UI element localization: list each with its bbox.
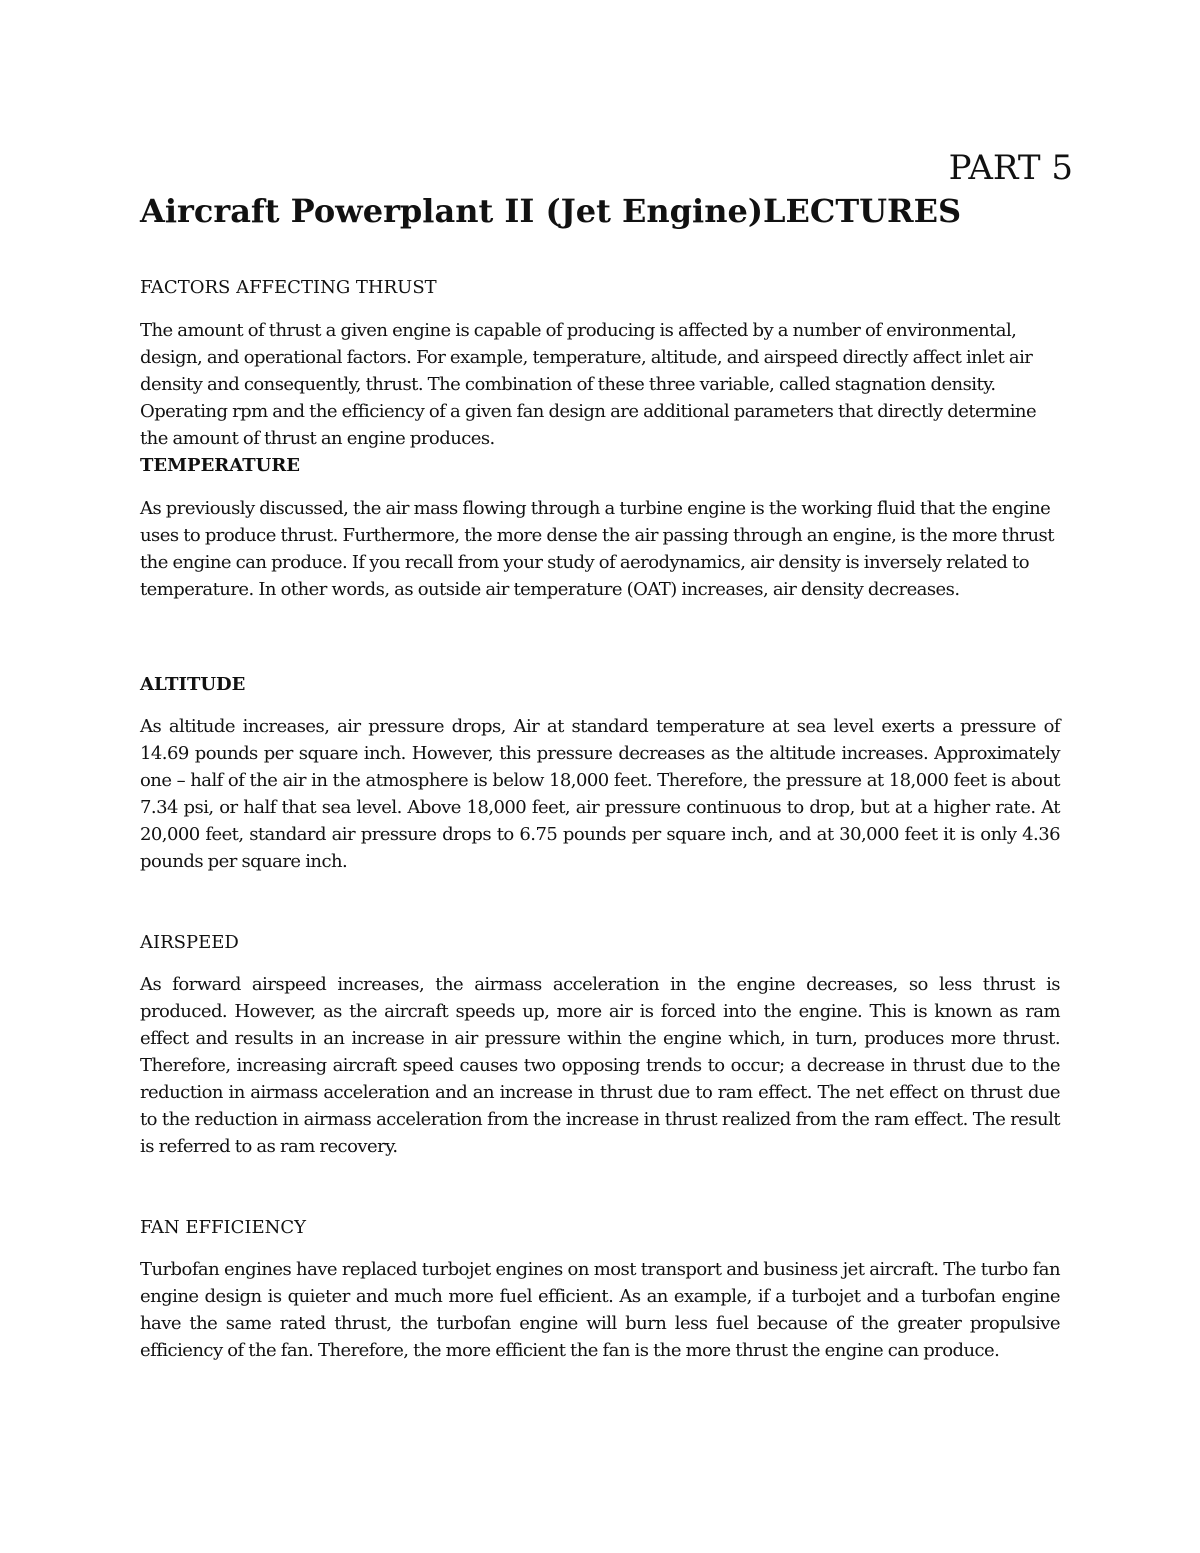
section-body-temperature: As previously discussed, the air mass flowing through a turbine engine is the working fluid that the engine uses to produce thrust. Furthermore, the more dense the air passing through an engine, is the more thrust the engine can produce. If you recall from your study of aerodynamics, air density is inversely related to temperature. In other words, as outside air temperature (OAT) increases, air density decreases. [140, 498, 1054, 600]
section-heading-airspeed: AIRSPEED [140, 932, 239, 953]
section-heading-factors: FACTORS AFFECTING THRUST [140, 277, 437, 298]
section-body-airspeed: As forward airspeed increases, the airmass acceleration in the engine decreases, so less thrust is produced. However, as the aircraft speeds up, more air is forced into the engine. This is known as ram effect and results in an increase in air pressure within the engine which, in turn, produces more thrust. Therefore, increasing aircraft speed causes two opposing trends to occur; a decrease in thrust due to the reduction in airmass acceleration and an increase in thrust due to ram effect. The net effect on thrust due to the reduction in airmass acceleration from the increase in thrust realized from the ram effect. The result is referred to as ram recovery. [140, 974, 1060, 1157]
part-label: PART 5 [948, 148, 1073, 188]
section-body-factors: The amount of thrust a given engine is capable of producing is affected by a number of environmental, design, and operational factors. For example, temperature, altitude, and airspeed directly affect inlet air density and consequently, thrust. The combination of these three variable, called stagnation density. Operating rpm and the efficiency of a given fan design are additional parameters that directly determine the amount of thrust an engine produces. [140, 320, 1037, 449]
document-title: Aircraft Powerplant II (Jet Engine)LECTURES [140, 192, 962, 230]
section-heading-fan-efficiency: FAN EFFICIENCY [140, 1217, 307, 1238]
section-heading-temperature: TEMPERATURE [140, 455, 301, 476]
section-body-fan-efficiency: Turbofan engines have replaced turbojet engines on most transport and business jet aircraft. The turbo fan engine design is quieter and much more fuel efficient. As an example, if a turbojet and a turbofan engine have the same rated thrust, the turbofan engine will burn less fuel because of the greater propulsive efficiency of the fan. Therefore, the more efficient the fan is the more thrust the engine can produce. [140, 1259, 1060, 1361]
section-heading-altitude: ALTITUDE [140, 674, 246, 695]
section-body-altitude: As altitude increases, air pressure drops, Air at standard temperature at sea level exerts a pressure of 14.69 pounds per square inch. However, this pressure decreases as the altitude increases. Approximately one – half of the air in the atmosphere is below 18,000 feet. Therefore, the pressure at 18,000 feet is about 7.34 psi, or half that sea level. Above 18,000 feet, air pressure continuous to drop, but at a higher rate. At 20,000 feet, standard air pressure drops to 6.75 pounds per square inch, and at 30,000 feet it is only 4.36 pounds per square inch. [140, 716, 1060, 872]
